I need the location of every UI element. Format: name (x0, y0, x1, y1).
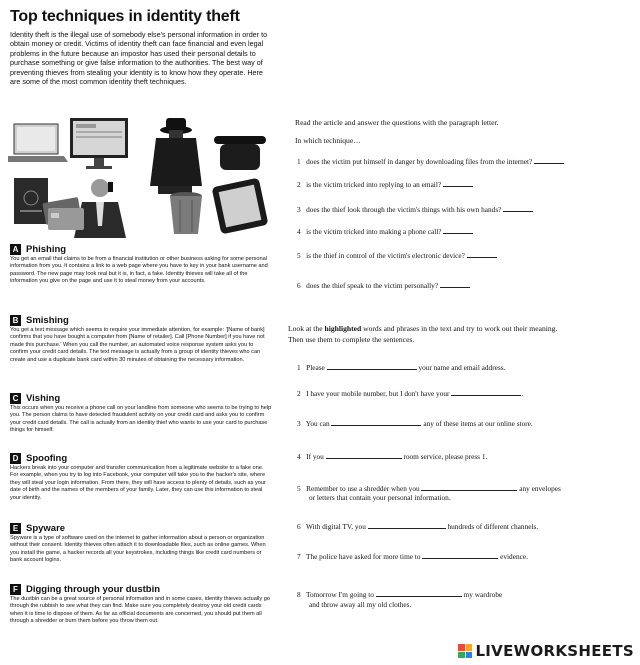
sentence-3: 3 You can any of these items at our online store. (297, 419, 533, 428)
answer-field[interactable] (467, 250, 497, 258)
section-spyware (10, 523, 272, 565)
section-letter: D (10, 453, 21, 464)
exercise2-instruction-line2: Then use them to complete the sentences. (288, 335, 415, 344)
question-text: is the victim tricked into replying to an email? (306, 180, 442, 189)
thief-figure-icon (150, 118, 202, 194)
answer-field[interactable] (421, 483, 517, 491)
section-body: Hackers break into your computer and transfer communication from a legitimate website to a fake one. For example, when you try to log into Facebook, your computer will take you to the hacker's site, where they will steal your login information. From there, they will have access to plenty of details, such as your date of birth and the names of the members of your family. Later, they can use this information to steal your identity. (10, 465, 266, 501)
monitor-icon (70, 118, 128, 169)
question-5 (297, 250, 497, 261)
answer-field[interactable] (451, 388, 521, 396)
section-body: You get a text message which seems to require your immediate attention, for example: '[Name of bank] confirms that you have bought a computer from [Name of retailer]. Call [Phone Number] if you have not made this purchase.' When you call the number, an automated voice response system asks you to confirm your credit card details. The text message is actually from a group of identity thieves who can create and use a duplicate bank card within 30 minutes of obtaining the necessary information. (10, 327, 265, 363)
question-number: 4 (297, 227, 301, 236)
exercise2-instruction: Look at the highlighted words and phrases in the text and try to work out their meaning. (288, 324, 558, 333)
question-text: is the thief in control of the victim's electronic device? (306, 251, 465, 260)
article-column (0, 0, 282, 665)
section-letter: C (10, 393, 21, 404)
section-spoofing (10, 453, 272, 502)
question-text: does the thief speak to the victim personally? (306, 281, 439, 290)
section-body: You get an email that claims to be from a financial institution or other business asking for some personal information from you. It contains a link to a web page where you have to key in your bank username and password. The new page may look real but it is, in fact, a fake. Identity thieves will take all of the information you give on the page and use it to steal money from your accounts. (10, 256, 268, 285)
section-title: Vishing (26, 393, 61, 404)
answer-field[interactable] (443, 179, 473, 187)
section-title: Digging through your dustbin (26, 584, 161, 595)
answer-field[interactable] (326, 451, 402, 459)
answer-field[interactable] (443, 226, 473, 234)
liveworksheets-brand: LIVEWORKSHEETS (475, 642, 634, 660)
section-phishing (10, 244, 272, 286)
section-body: Spyware is a type of software used on the internet to gather information about a person or organization without their consent. Identity thieves often attach it to downloadable files, such as online games. When you install the game, a hacker records all your keystrokes, including things like credit card numbers or bank account logins. (10, 535, 266, 564)
sentence-8-line2: and throw away all my old clothes. (309, 600, 412, 609)
section-smishing (10, 315, 272, 364)
exercise-column (282, 0, 640, 665)
question-text: does the victim put himself in danger by downloading files from the internet? (306, 157, 533, 166)
answer-field[interactable] (368, 521, 446, 529)
credit-card-icon (42, 197, 84, 230)
section-vishing (10, 393, 272, 435)
liveworksheets-icon (458, 644, 472, 658)
smartphone-icon (212, 178, 269, 235)
question-number: 3 (297, 205, 301, 214)
laptop-icon (8, 124, 68, 162)
section-title: Smishing (26, 315, 69, 326)
sentence-1: 1 Please your name and email address. (297, 363, 506, 372)
question-number: 6 (297, 281, 301, 290)
question-6 (297, 280, 470, 291)
question-3 (297, 204, 533, 215)
question-1 (297, 156, 564, 167)
question-2 (297, 179, 473, 190)
article-title: Top techniques in identity theft (10, 8, 240, 25)
sentence-8: 8 Tomorrow I'm going to my wardrobe (297, 590, 503, 599)
question-4 (297, 226, 473, 237)
question-number: 2 (297, 180, 301, 189)
sentence-4: 4 If you room service, please press 1. (297, 452, 488, 461)
section-letter: A (10, 244, 21, 255)
question-text: does the thief look through the victim's things with his own hands? (306, 205, 502, 214)
answer-field[interactable] (503, 204, 533, 212)
section-body: The dustbin can be a great source of personal information and in some cases, identity thieves actually go through the rubbish to see what they can find. Make sure you completely destroy your old credit cards when it is time to dispose of them. As far as official documents are concerned, you should put them all through a shredder or burn them before you throw them out. (10, 596, 270, 625)
passport-icon (14, 178, 48, 224)
section-title: Spyware (26, 523, 66, 534)
identity-theft-photos (8, 116, 274, 238)
exercise1-instruction: Read the article and answer the questions with the paragraph letter. (295, 118, 499, 127)
answer-field[interactable] (440, 280, 470, 288)
section-dustbin (10, 584, 272, 626)
highlighted-word: highlighted (324, 324, 362, 333)
section-letter: F (10, 584, 21, 595)
question-number: 1 (297, 157, 301, 166)
question-text: is the victim tricked into making a phone call? (306, 227, 442, 236)
sentence-5: 5 Remember to use a shredder when you any envelopes (297, 484, 561, 493)
sentence-5-line2: or letters that contain your personal information. (309, 493, 451, 502)
section-title: Spoofing (26, 453, 68, 464)
exercise1-lead: In which technique… (295, 136, 361, 145)
article-intro: Identity theft is the illegal use of somebody else's personal information in order to obtain money or credit. Victims of identity theft can face financial and even legal problems in the future because an impostor has used their personal details to purchase something or give false information to the authorities. The best way of preventing thieves from stealing your identity is to know how they operate. Here are some of the most common identity theft techniques. (10, 30, 268, 87)
sentence-2: 2 I have your mobile number, but I don't have your . (297, 389, 524, 398)
section-title: Phishing (26, 244, 67, 255)
phone-icon (214, 136, 266, 170)
section-body: This occurs when you receive a phone call on your landline from someone who seems to be trying to help you. The person claims to have detected fraudulent activity on your credit card and asks you to confirm your credit card details. The call is actually from an identity thief who wants to use your card to purchase things for himself. (10, 405, 272, 434)
question-number: 5 (297, 251, 301, 260)
section-letter: B (10, 315, 21, 326)
answer-field[interactable] (422, 551, 498, 559)
answer-field[interactable] (327, 362, 417, 370)
liveworksheets-logo (458, 642, 634, 660)
section-letter: E (10, 523, 21, 534)
dustbin-icon (170, 192, 202, 234)
answer-field[interactable] (331, 418, 421, 426)
answer-field[interactable] (376, 589, 462, 597)
sentence-7: 7 The police have asked for more time to evidence. (297, 552, 528, 561)
answer-field[interactable] (534, 156, 564, 164)
sentence-6: 6 With digital TV, you hundreds of different channels. (297, 522, 539, 531)
